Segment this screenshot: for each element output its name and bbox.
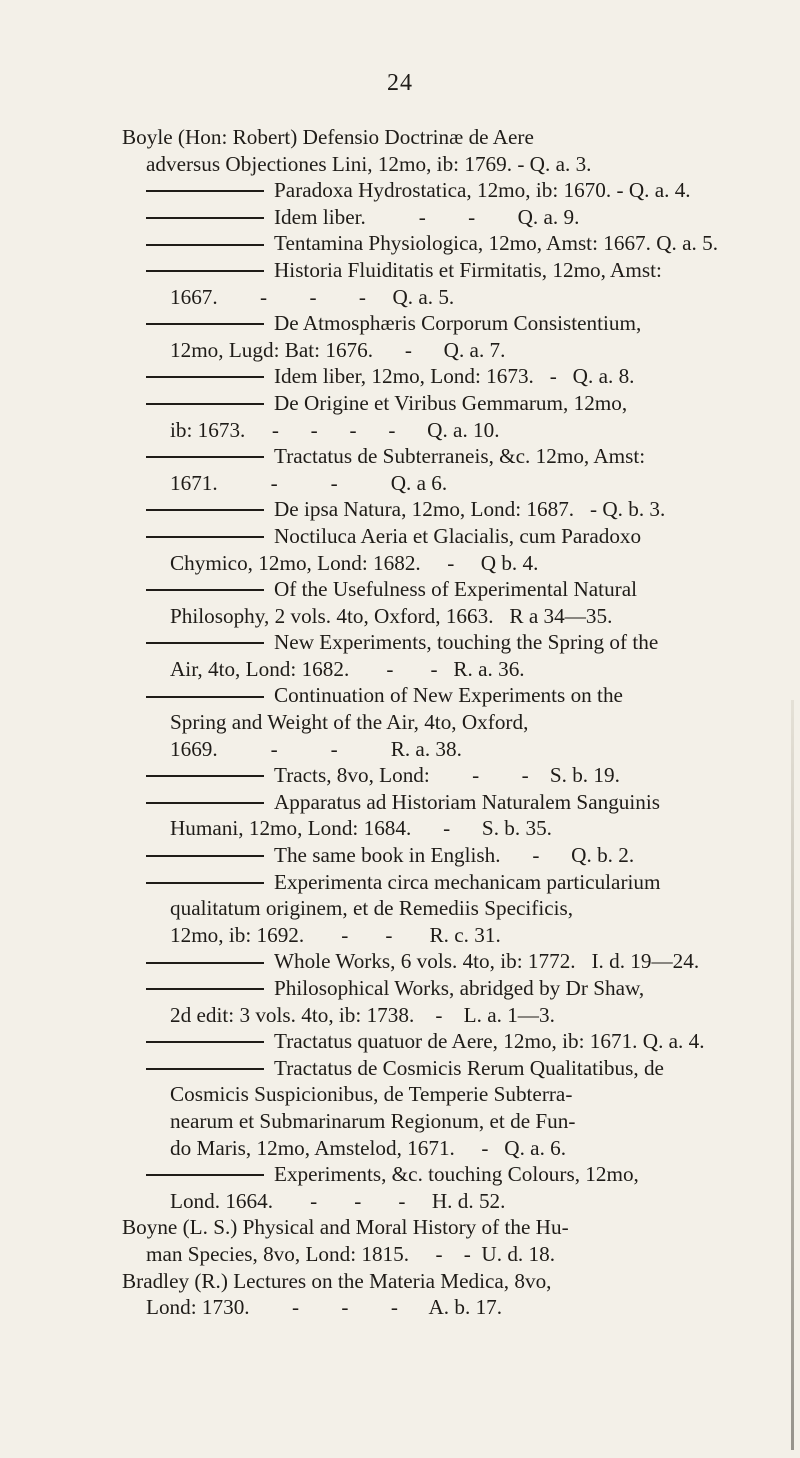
catalog-line [122, 1002, 772, 1029]
ditto-dash [146, 323, 264, 325]
ditto-dash [146, 376, 264, 378]
catalog-line [122, 230, 772, 257]
catalog-line [122, 1055, 772, 1082]
ditto-dash [146, 509, 264, 511]
catalog-line [122, 310, 772, 337]
catalog-line-text: Continuation of New Experiments on the [274, 683, 623, 708]
ditto-dash [146, 1174, 264, 1176]
ditto-dash [146, 536, 264, 538]
ditto-dash [146, 802, 264, 804]
catalog-line [122, 1294, 772, 1321]
catalog-line-text: Tractatus de Subterraneis, &c. 12mo, Amst: [274, 444, 646, 469]
catalog-line-text: Spring and Weight of the Air, 4to, Oxford, [170, 710, 529, 735]
catalog-line-text: Lond: 1730. - - - A. b. 17. [146, 1295, 503, 1320]
catalog-line [122, 550, 772, 577]
catalog-line [122, 523, 772, 550]
ditto-dash [146, 589, 264, 591]
catalog-line [122, 204, 772, 231]
ditto-dash [146, 775, 264, 777]
catalog-line [122, 151, 772, 178]
catalog-line [122, 1214, 772, 1241]
catalog-line-text: Boyle (Hon: Robert) Defensio Doctrinæ de Aere [122, 125, 534, 149]
catalog-line [122, 1081, 772, 1108]
catalog-line [122, 417, 772, 444]
catalog-line [122, 1161, 772, 1188]
catalog-line-text: 2d edit: 3 vols. 4to, ib: 1738. - L. a. 1—3. [170, 1002, 555, 1027]
catalog-line [122, 629, 772, 656]
catalog-line [122, 496, 772, 523]
catalog-line [122, 1241, 772, 1268]
catalog-line-text: Philosophical Works, abridged by Dr Shaw, [274, 976, 645, 1000]
catalog-line [122, 1188, 772, 1215]
catalog-line [122, 789, 772, 816]
page-edge-shadow [791, 700, 794, 1450]
catalog-line-text: De Atmosphæris Corporum Consistentium, [274, 311, 642, 336]
catalog-line [122, 762, 772, 789]
catalog-line [122, 124, 772, 151]
catalog-line-text: 1667. - - - Q. a. 5. [170, 284, 455, 309]
catalog-line [122, 470, 772, 497]
catalog-line [122, 177, 772, 204]
ditto-dash [146, 988, 264, 990]
catalog-line-text: Apparatus ad Historiam Naturalem Sanguinis [274, 789, 660, 814]
catalog-line [122, 284, 772, 311]
catalog-line-text: Lond. 1664. - - - H. d. 52. [170, 1188, 506, 1213]
catalog-line-text: man Species, 8vo, Lond: 1815. - - U. d. 18. [146, 1241, 555, 1266]
catalog-line-text: adversus Objectiones Lini, 12mo, ib: 1769. - Q. a. 3. [146, 151, 592, 176]
catalog-line [122, 975, 772, 1002]
catalog-line [122, 576, 772, 603]
catalog-line [122, 1135, 772, 1162]
ditto-dash [146, 642, 264, 644]
catalog-line [122, 363, 772, 390]
catalog-line-text: 12mo, ib: 1692. - - R. c. 31. [170, 922, 501, 947]
catalog-line [122, 815, 772, 842]
catalog-line [122, 895, 772, 922]
ditto-dash [146, 962, 264, 964]
ditto-dash [146, 456, 264, 458]
catalog-line-text: Humani, 12mo, Lond: 1684. - S. b. 35. [170, 816, 552, 841]
catalog-line [122, 842, 772, 869]
catalog-line-text: Tracts, 8vo, Lond: - - S. b. 19. [274, 763, 620, 788]
catalog-line [122, 709, 772, 736]
catalog-line-text: Historia Fluiditatis et Firmitatis, 12mo, Amst: [274, 257, 662, 282]
catalog-line-text: 1669. - - R. a. 38. [170, 736, 462, 761]
catalog-line [122, 948, 772, 975]
ditto-dash [146, 244, 264, 246]
catalog-line [122, 1028, 772, 1055]
catalog-line [122, 1268, 772, 1295]
catalog-line-text: Idem liber. - - Q. a. 9. [274, 204, 580, 229]
catalog-line-text: Experiments, &c. touching Colours, 12mo, [274, 1162, 639, 1187]
catalog-line [122, 682, 772, 709]
catalog-line [122, 1108, 772, 1135]
catalog-line [122, 257, 772, 284]
ditto-dash [146, 882, 264, 884]
catalog-line-text: Cosmicis Suspicionibus, de Temperie Subterra- [170, 1082, 573, 1107]
ditto-dash [146, 1068, 264, 1070]
catalog-line-text: Tractatus de Cosmicis Rerum Qualitatibus, de [274, 1055, 664, 1080]
catalog-line-text: 12mo, Lugd: Bat: 1676. - Q. a. 7. [170, 337, 506, 362]
catalog-line-text: qualitatum originem, et de Remediis Specificis, [170, 896, 574, 921]
catalog-line-text: Tractatus quatuor de Aere, 12mo, ib: 1671. Q. a. 4. [274, 1029, 705, 1054]
catalog-line [122, 922, 772, 949]
ditto-dash [146, 270, 264, 272]
ditto-dash [146, 696, 264, 698]
ditto-dash [146, 855, 264, 857]
ditto-dash [146, 190, 264, 192]
catalog-line [122, 603, 772, 630]
catalog-line-text: Experimenta circa mechanicam particularium [274, 869, 661, 894]
catalog-line-text: The same book in English. - Q. b. 2. [274, 843, 635, 868]
catalog-line-text: Philosophy, 2 vols. 4to, Oxford, 1663. R a 34—35. [170, 603, 613, 628]
catalog-line-text: Of the Usefulness of Experimental Natural [274, 577, 638, 602]
ditto-dash [146, 217, 264, 219]
catalog-line-text: New Experiments, touching the Spring of the [274, 630, 659, 655]
ditto-dash [146, 1041, 264, 1043]
catalog-line-text: Boyne (L. S.) Physical and Moral History of the Hu- [122, 1215, 569, 1240]
catalog-line-text: nearum et Submarinarum Regionum, et de Fun- [170, 1108, 576, 1133]
catalog-line-text: ib: 1673. - - - - Q. a. 10. [170, 417, 500, 442]
catalog-line-text: Idem liber, 12mo, Lond: 1673. - Q. a. 8. [274, 364, 635, 389]
catalog-line-text: Bradley (R.) Lectures on the Materia Medica, 8vo, [122, 1268, 552, 1293]
catalog-line [122, 656, 772, 683]
catalog-line-text: Noctiluca Aeria et Glacialis, cum Paradoxo [274, 523, 642, 548]
catalog-line [122, 443, 772, 470]
catalog-line-text: Air, 4to, Lond: 1682. - - R. a. 36. [170, 656, 525, 681]
catalog-line-text: Chymico, 12mo, Lond: 1682. - Q b. 4. [170, 550, 539, 575]
catalog-line [122, 869, 772, 896]
catalog-line-text: Whole Works, 6 vols. 4to, ib: 1772. I. d. 19—24. [274, 949, 700, 974]
catalog-line-text: Paradoxa Hydrostatica, 12mo, ib: 1670. - Q. a. 4. [274, 178, 691, 203]
catalog-line [122, 337, 772, 364]
catalog-line [122, 736, 772, 763]
catalog-line [122, 390, 772, 417]
catalog-line-text: 1671. - - Q. a 6. [170, 470, 448, 495]
catalog-line-text: do Maris, 12mo, Amstelod, 1671. - Q. a. 6. [170, 1135, 567, 1160]
catalog-line-text: De Origine et Viribus Gemmarum, 12mo, [274, 390, 628, 415]
catalog-line-text: Tentamina Physiologica, 12mo, Amst: 1667. Q. a. 5. [274, 231, 719, 256]
ditto-dash [146, 403, 264, 405]
page-number: 24 [387, 70, 413, 96]
catalog-list [122, 124, 772, 1321]
catalog-line-text: De ipsa Natura, 12mo, Lond: 1687. - Q. b. 3. [274, 497, 666, 522]
